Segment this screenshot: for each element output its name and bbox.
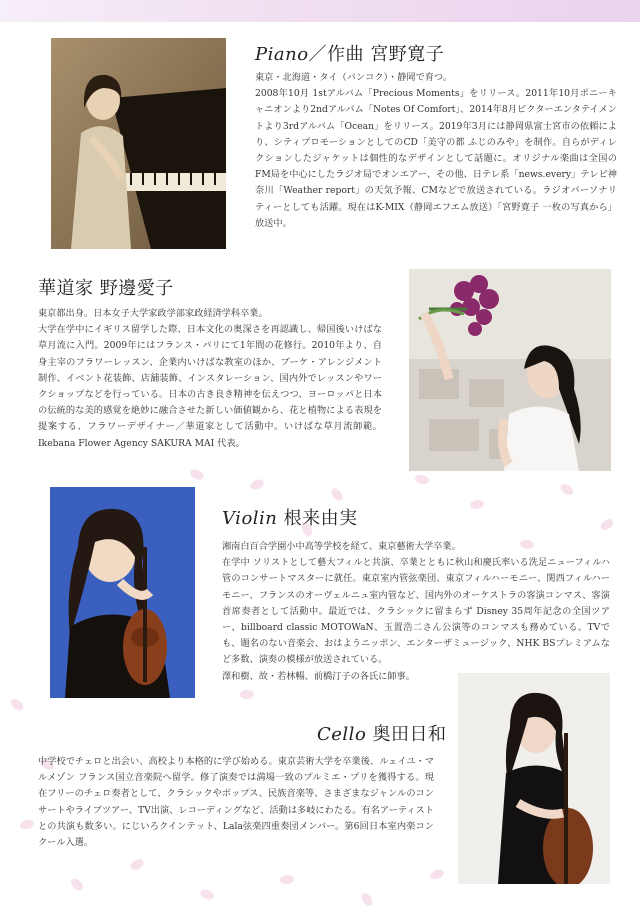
violin-bio-line-1: 湘南白百合学園小中高等学校を経て、東京藝術大学卒業。 [222, 541, 461, 552]
violinist-photo [50, 487, 195, 698]
top-decorative-band [0, 0, 640, 22]
ikebana-photo-illustration [409, 269, 611, 471]
violin-heading [222, 504, 358, 530]
ikebana-heading [38, 274, 174, 300]
violin-title-name: 根来由実 [277, 508, 358, 529]
piano-bio-line-2: 2008年10月 1stアルバム「Precious Moments」をリリース。2011年10月ポニーキャニオンより2ndアルバム「Notes Of Comfort」、2014年8月ビクターエンタテイメントより3rdアルバム「Ocean」をリリース。2019年3月には静岡県富士宮市の依頼により、シティプロモーションとしてのCD「美守の都 ふじのみや」を制作。自らがディレクションしたジャケットは個性的なデザインとして話題に。オリジナル楽曲は全国のFM局を中心にしたラジオ局でオンエアー、その他、日テレ系「news.every」テレビ神奈川「Weather report」の天気予報、CMなどで放送されている。ラジオパーソナリティーとしても活躍。現在はK-MIX（静岡エフエム放送）「宮野寛子 一枚の写真から」放送中。 [255, 88, 617, 229]
pianist-photo [51, 38, 226, 249]
ikebana-bio-line-1: 東京都出身。日本女子大学家政学部家政経済学科卒業。 [38, 308, 268, 319]
piano-bio [255, 70, 617, 232]
ikebana-bio [38, 306, 382, 452]
cellist-photo [458, 673, 610, 884]
cellist-photo-illustration [458, 673, 610, 884]
piano-bio-line-1: 東京・北海道・タイ（バンコク）・静岡で育つ。 [255, 72, 452, 83]
violin-bio [222, 539, 610, 685]
cello-title-name: 奥田日和 [366, 724, 447, 745]
cello-bio-line-1: 中学校でチェロと出会い、高校より本格的に学び始める。東京芸術大学を卒業後、ルェイユ・マルメゾン フランス国立音楽院へ留学。修了演奏では満場一致のプルミエ・プリを獲得する。現在フリーのチェロ奏者として、クラシックやポップス、民族音楽等、さまざまなジャンルのコンサートやライブツアー、TV出演、レコーディングなど、活動は多岐にわたる。有名アーティストとの共演も数多い。にじいろクインテット、Lala弦楽四重奏団メンバー。第6回日本室内楽コンクール入選。 [38, 756, 434, 849]
violin-title-italic: Violin [222, 508, 278, 529]
cello-bio [38, 754, 434, 851]
piano-title-name: ／作曲 宮野寛子 [308, 44, 445, 65]
cello-title-italic: Cello [317, 724, 367, 745]
violinist-photo-illustration [50, 487, 195, 698]
ikebana-artist-photo [409, 269, 611, 471]
pianist-photo-illustration [51, 38, 226, 249]
violin-bio-line-3: 澤和樹、故・若林暢、前橋汀子の各氏に師事。 [222, 670, 415, 682]
piano-title-italic: Piano [255, 44, 309, 65]
cello-heading [317, 720, 447, 746]
ikebana-bio-line-2: 大学在学中にイギリス留学した際、日本文化の奥深さを再認識し、帰国後いけばな草月流に入門。2009年にはフランス・パリにて1年間の花修行。2010年より、自身主宰のフラワーレッスン、企業内いけばな教室のほか、ブーケ・アレンジメント制作、イベント花装飾、店舗装飾、インスタレーション、国内外でレッスンやワークショップなどを行っている。日本の古き良き精神を伝えつつ、ヨーロッパと日本の伝統的な美的感覚を絶妙に融合させた新しい価値観から、花と植物による表現を提案する、フラワーデザイナー／華道家として活動中。いけばな草月流師範。Ikebana Flower Agency SAKURA MAI 代表。 [38, 324, 382, 449]
ikebana-title: 華道家 野邊愛子 [38, 278, 174, 299]
piano-heading [255, 40, 444, 66]
violin-bio-line-2: 在学中 ソリストとして藝大フィルと共演、卒業とともに秋山和慶氏率いる洗足ニューフィルハ管のコンサートマスターに就任。東京室内管弦楽団、東京フィルハーモニー、関西フィルハーモニー、フランスのオーヴェルニュ室内管など、国内外のオーケストラの客演コンマス、客演首席奏者として活動中。最近では、クラシックに留まらず Disney 35周年記念の全国ツアー、billboard classic MOTOWaN、玉置浩二さん公演等のコンマスも務めている。TVでも、題名のない音楽会、おはようニッポン、エンターザミュージック、NHK BSプレミアムなど多数、演奏の模様が放送されている。 [222, 557, 610, 666]
